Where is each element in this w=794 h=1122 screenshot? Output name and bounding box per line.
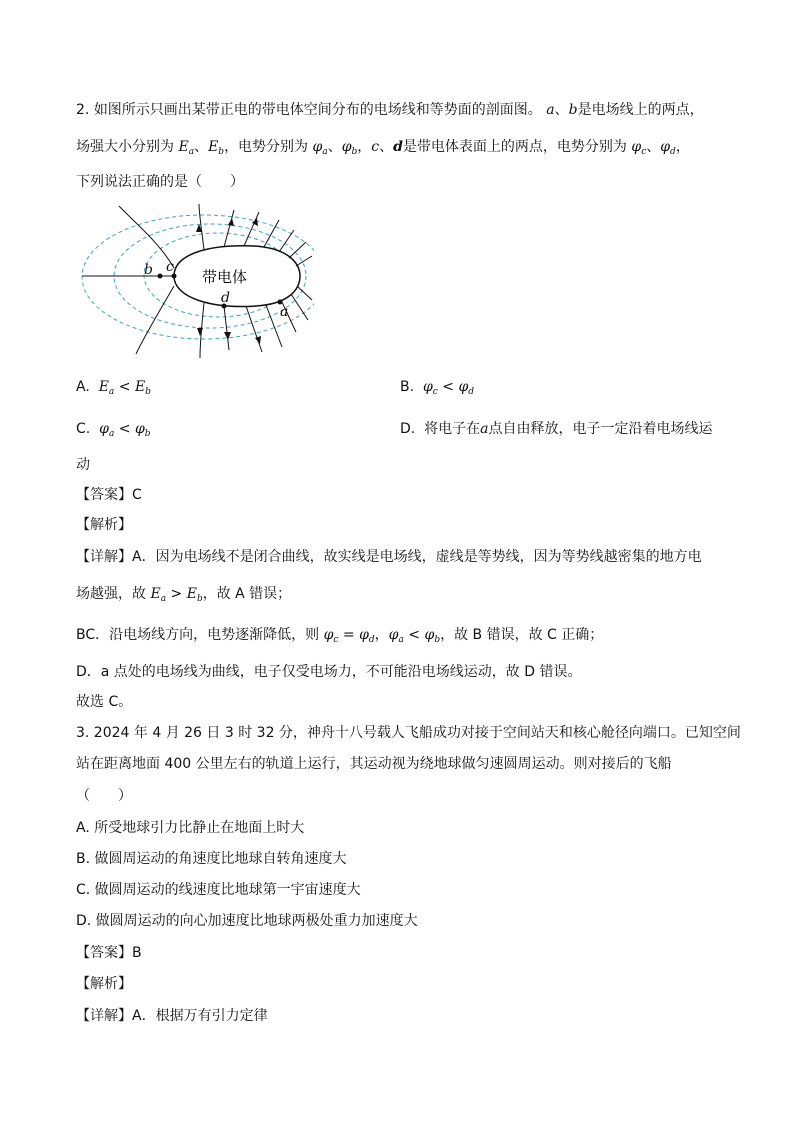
- q2-option-d[interactable]: D. 将电子在a点自由释放，电子一定沿着电场线运: [400, 421, 713, 437]
- q2-detail-bc: BC．沿电场线方向，电势逐渐降低，则 $\varphi_c = \varphi_d$，$\varphi_a < \varphi_b$，故 B 错误，故 C 正确；: [76, 627, 604, 645]
- q2-option-a[interactable]: A. $E_a < E_b$: [76, 379, 151, 397]
- q3-option-d[interactable]: D. 做圆周运动的向心加速度比地球两极处重力加速度大: [76, 913, 418, 929]
- svg-text:c: c: [166, 259, 174, 275]
- q2-detail-d: D．a 点处的电场线为曲线，电子仅受电场力，不可能沿电场线运动，故 D 错误。: [76, 664, 582, 680]
- svg-text:a: a: [280, 304, 289, 320]
- q2-stem-line-3: 下列说法正确的是（ ）: [76, 174, 244, 190]
- q3-stem-line-2: 站在距离地面 400 公里左右的轨道上运行，其运动视为绕地球做匀速圆周运动。则对接后的飞船: [76, 756, 672, 772]
- q3-option-c[interactable]: C. 做圆周运动的线速度比地球第一宇宙速度大: [76, 882, 361, 898]
- q3-answer: 【答案】B: [76, 945, 142, 961]
- q2-option-c[interactable]: C. $\varphi_a < \varphi_b$: [76, 421, 151, 439]
- svg-text:b: b: [144, 262, 153, 278]
- q3-stem-line-1: 3. 2024 年 4 月 26 日 3 时 32 分，神舟十八号载人飞船成功对接于空间站天和核心舱径向端口。已知空间: [76, 725, 741, 741]
- q3-detail: 【详解】A．根据万有引力定律: [76, 1008, 268, 1024]
- q2-analysis-label: 【解析】: [76, 517, 132, 533]
- q3-option-b[interactable]: B. 做圆周运动的角速度比地球自转角速度大: [76, 851, 347, 867]
- q2-conclusion: 故选 C。: [76, 694, 133, 710]
- charged-body-label: 带电体: [202, 268, 248, 286]
- q2-detail-a-1: 【详解】A．因为电场线不是闭合曲线，故实线是电场线，虚线是等势线，因为等势线越密集的地方电: [76, 549, 702, 565]
- q3-analysis-label: 【解析】: [76, 976, 132, 992]
- q3-stem-line-3: （ ）: [76, 788, 132, 804]
- q2-answer: 【答案】C: [76, 487, 142, 503]
- q2-option-d-continued: 动: [76, 457, 90, 473]
- q2-detail-a-2: 场越强，故 $E_a > E_b$，故 A 错误；: [76, 586, 292, 604]
- electric-field-figure: [74, 202, 314, 362]
- q2-stem-line-2: 场强大小分别为 $E_a$、$E_b$，电势分别为 $\varphi_a$、$\varphi_b$，c、d是带电体表面上的两点，电势分别为 $\varphi_c$、$\varphi_d$，: [76, 139, 690, 157]
- svg-text:d: d: [221, 290, 230, 306]
- q3-option-a[interactable]: A. 所受地球引力比静止在地面上时大: [76, 820, 305, 836]
- q2-stem-line-1: 2. 如图所示只画出某带正电的带电体空间分布的电场线和等势面的剖面图。 a、b是电场线上的两点，: [76, 102, 704, 118]
- q2-option-b[interactable]: B. $\varphi_c < \varphi_d$: [400, 379, 475, 397]
